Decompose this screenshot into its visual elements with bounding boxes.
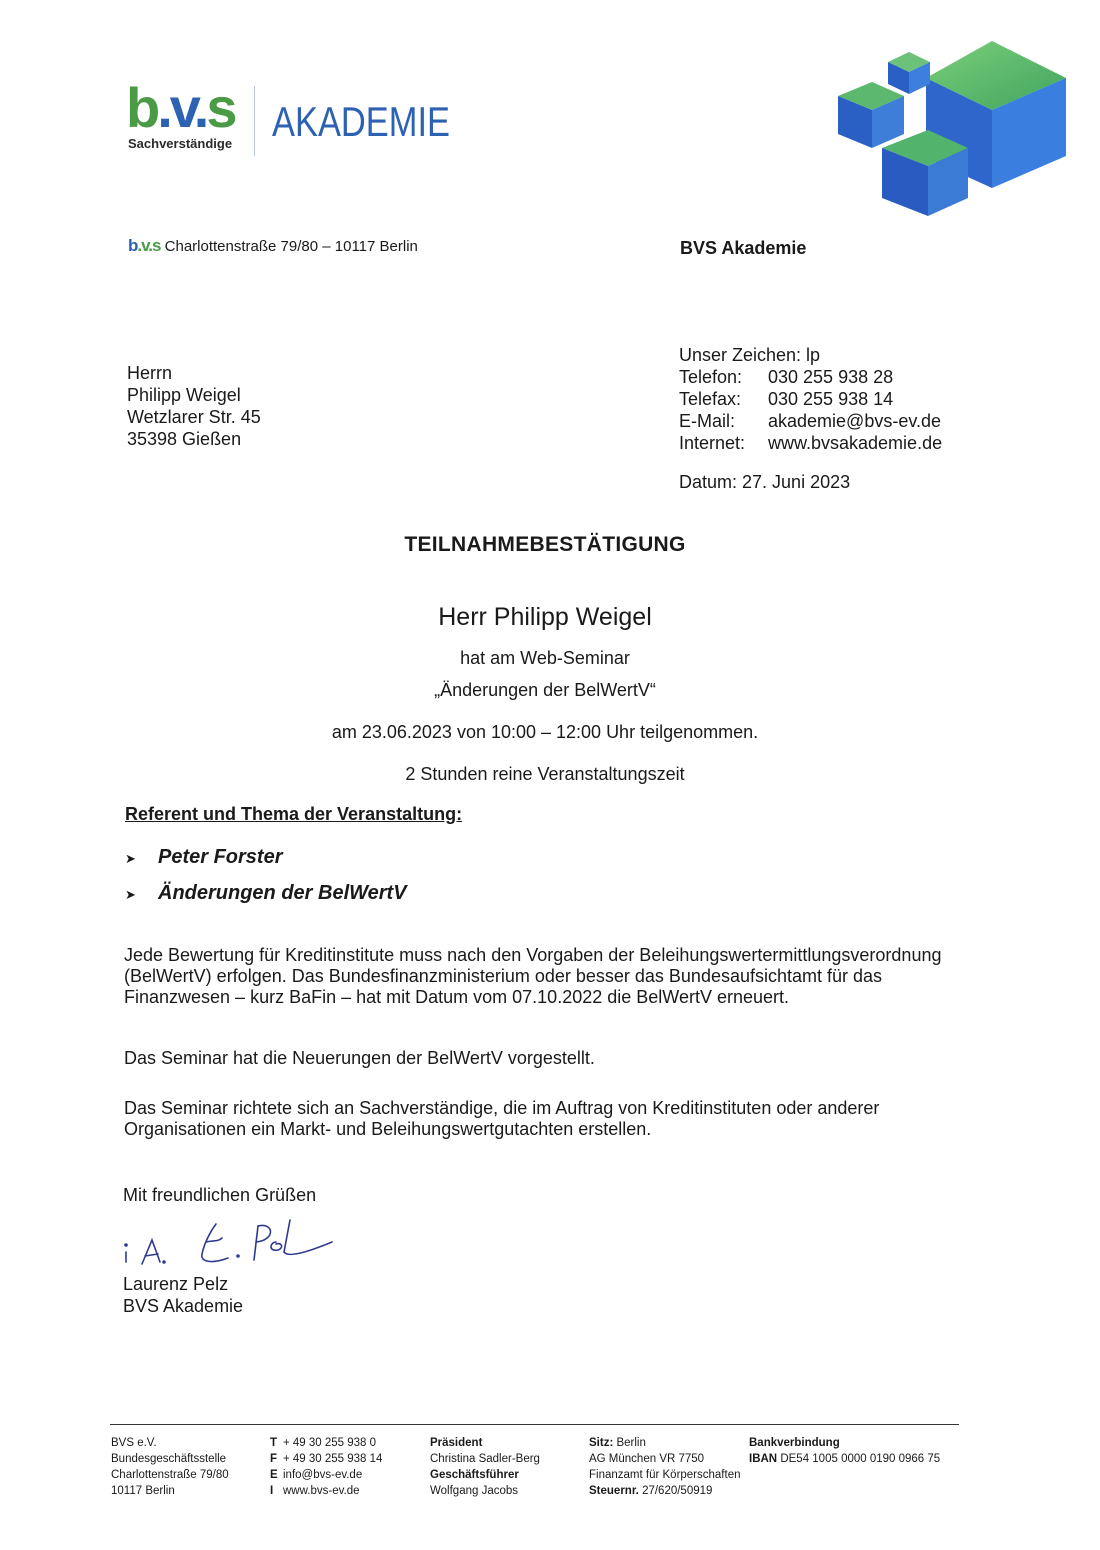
footer-iban-label: IBAN <box>749 1453 778 1465</box>
footer-office: Bundesgeschäftsstelle <box>111 1453 227 1465</box>
document-date: Datum: 27. Juni 2023 <box>679 472 851 492</box>
recipient-salutation: Herrn <box>127 363 173 383</box>
footer-fax: + 49 30 255 938 14 <box>283 1453 383 1465</box>
footer-president-label: Präsident <box>430 1437 483 1449</box>
internet-value: www.bvsakademie.de <box>768 433 943 453</box>
cubes-graphic <box>834 38 1069 223</box>
signer-block <box>123 1273 243 1317</box>
signer-org: BVS Akademie <box>123 1296 244 1316</box>
footer-phone: + 49 30 255 938 0 <box>283 1437 377 1449</box>
arrow-bullet-icon: ➤ <box>125 887 136 902</box>
document-title: TEILNAHMEBESTÄTIGUNG <box>404 533 686 556</box>
footer-register: AG München VR 7750 <box>589 1453 705 1465</box>
footer-seat-label: Sitz: <box>589 1437 614 1449</box>
footer-web-key: I <box>270 1485 274 1497</box>
logo-subtitle: Sachverständige <box>128 136 233 151</box>
sender-address-line <box>128 236 418 256</box>
seminar-title: „Änderungen der BelWertV“ <box>434 680 656 700</box>
certificate-line-1: hat am Web-Seminar <box>460 648 630 668</box>
phone-label: Telefon: <box>679 367 743 387</box>
signer-name: Laurenz Pelz <box>123 1274 229 1294</box>
topic-name: Änderungen der BelWertV <box>158 882 407 904</box>
internet-label: Internet: <box>679 433 746 453</box>
recipient-city: 35398 Gießen <box>127 429 242 449</box>
recipient-address <box>127 362 261 450</box>
mini-bvs-logo: b.v.s <box>128 236 161 255</box>
recipient-name: Philipp Weigel <box>127 385 241 405</box>
recipient-street: Wetzlarer Str. 45 <box>127 407 261 427</box>
referent-item <box>125 846 283 869</box>
participant-name: Herr Philipp Weigel <box>438 603 652 631</box>
footer-bank <box>749 1435 940 1467</box>
referent-heading: Referent und Thema der Veranstaltung: <box>125 804 463 824</box>
closing-greeting: Mit freundlichen Grüßen <box>123 1185 317 1205</box>
footer-web: www.bvs-ev.de <box>283 1485 360 1497</box>
footer-street: Charlottenstraße 79/80 <box>111 1469 229 1481</box>
logo-akademie: AKADEMIE <box>272 98 450 145</box>
footer-tax-label: Steuernr. <box>589 1485 639 1497</box>
body-paragraph: Das Seminar hat die Neuerungen der BelWertV vorgestellt. <box>124 1048 595 1068</box>
footer-president: Christina Sadler-Berg <box>430 1453 540 1465</box>
footer-address <box>111 1435 229 1499</box>
footer-tax-number: 27/620/50919 <box>642 1485 713 1497</box>
bvs-akademie-logo <box>126 76 466 160</box>
footer-contact <box>270 1435 382 1499</box>
contact-block <box>679 344 942 454</box>
logo-divider <box>254 86 255 156</box>
body-paragraph: Jede Bewertung für Kreditinstitute muss nach den Vorgaben der Beleihungswertermittlungsverordnung (BelWertV) erfolgen. Das Bundesfinanzministerium oder besser das Bundesaufsichtamt für das Finanzwesen – kurz BaFin – hat mit Datum vom 07.10.2022 die BelWertV erneuert. <box>124 945 942 1007</box>
footer-divider <box>110 1424 959 1425</box>
fax-label: Telefax: <box>679 389 742 409</box>
email-label: E-Mail: <box>679 411 736 431</box>
email-value: akademie@bvs-ev.de <box>768 411 942 431</box>
fax-value: 030 255 938 14 <box>768 389 894 409</box>
referent-name: Peter Forster <box>158 846 283 868</box>
topic-item <box>125 882 407 905</box>
footer-seat: Berlin <box>616 1437 646 1449</box>
certificate-duration: 2 Stunden reine Veranstaltungszeit <box>405 764 685 784</box>
footer-email: info@bvs-ev.de <box>283 1469 363 1481</box>
footer-iban: DE54 1005 0000 0190 0966 75 <box>780 1453 941 1465</box>
footer-city: 10117 Berlin <box>111 1485 175 1497</box>
org-name: BVS Akademie <box>680 238 807 258</box>
phone-value: 030 255 938 28 <box>768 367 894 387</box>
arrow-bullet-icon: ➤ <box>125 851 136 866</box>
certificate-date-time: am 23.06.2023 von 10:00 – 12:00 Uhr teilgenommen. <box>331 722 759 742</box>
footer-management <box>430 1435 540 1499</box>
reference-sign: Unser Zeichen: lp <box>679 345 821 365</box>
footer-phone-key: T <box>270 1437 278 1449</box>
footer-manager-label: Geschäftsführer <box>430 1469 519 1481</box>
footer-registration <box>589 1435 741 1499</box>
sender-address: Charlottenstraße 79/80 – 10117 Berlin <box>164 238 418 255</box>
footer-org: BVS e.V. <box>111 1437 157 1449</box>
footer-bank-label: Bankverbindung <box>749 1437 840 1449</box>
handwritten-signature <box>118 1212 338 1274</box>
footer-manager: Wolfgang Jacobs <box>430 1485 519 1497</box>
body-paragraph: Das Seminar richtete sich an Sachverständige, die im Auftrag von Kreditinstituten oder anderer Organisationen ein Markt- und Beleihungswertgutachten erstellen. <box>124 1098 880 1139</box>
footer-fax-key: F <box>270 1453 278 1465</box>
bvs-logo-wordmark: b.v.s <box>126 76 235 139</box>
footer-tax-office: Finanzamt für Körperschaften <box>589 1469 741 1481</box>
footer-email-key: E <box>270 1469 278 1481</box>
